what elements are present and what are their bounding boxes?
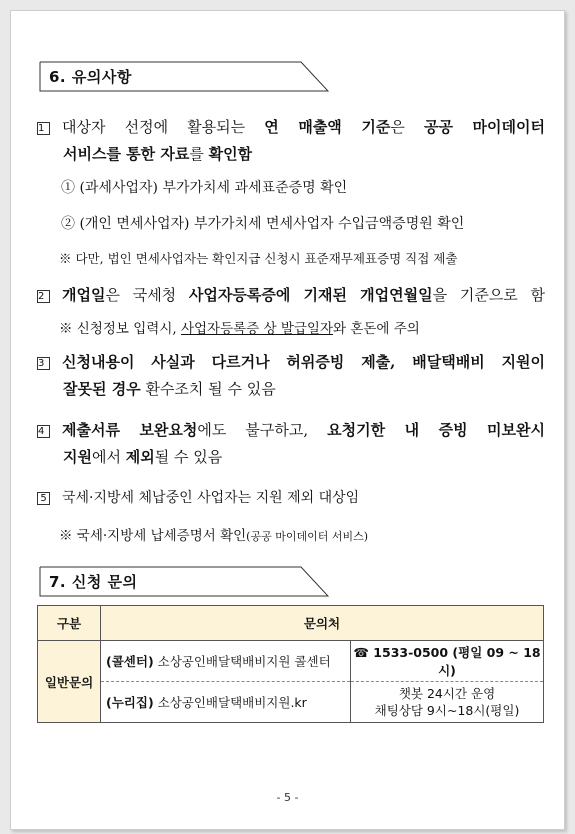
row-label: (누리집) [106, 695, 154, 710]
document-page [10, 10, 565, 830]
section-6-header [39, 61, 325, 91]
text-segment-small: (공공 마이데이터 서비스) [246, 530, 369, 543]
notice-item-5 [37, 485, 545, 512]
section-6-title: 6. 유의사항 [49, 68, 132, 86]
text-segment-bold: 확인함 [208, 145, 253, 163]
notice-item-2-line1 [37, 282, 545, 309]
text-segment: ※ 국세·지방세 납세증명서 확인 [59, 528, 247, 544]
text-segment: 와 혼돈에 주의 [333, 321, 420, 337]
text-segment: 에도 불구하고, [197, 421, 328, 439]
notice-item-3-line1 [37, 349, 545, 376]
notice-item-1 [37, 114, 545, 168]
chat-hours: 채팅상담 9시~18시(평일) [374, 703, 520, 718]
text-segment-bold: 사업자등록증에 기재된 개업연월일 [188, 286, 433, 304]
table-header-row [38, 606, 544, 641]
text-segment-bold: 공공 마이데이터 [423, 118, 545, 136]
notice-item-1-sub-2: ② (개인 면세사업자) 부가가치세 면세사업자 수입금액증명원 확인 [61, 216, 465, 232]
item-marker-box: 2 [37, 290, 50, 303]
phone-icon: ☎ [353, 645, 369, 660]
text-segment-bold: 신청내용이 사실과 다르거나 허위증빙 제출, 배달택배비 지원이 [62, 353, 545, 371]
text-segment-underlined: 사업자등록증 상 발급일자 [180, 321, 333, 337]
notice-item-2 [37, 282, 545, 309]
text-segment-bold: 제출서류 보완요청 [62, 421, 198, 439]
table-row [38, 682, 544, 723]
text-segment: ※ 신청정보 입력시, [59, 321, 181, 337]
notice-item-4 [37, 417, 545, 471]
notice-item-5-line1 [37, 485, 545, 512]
notice-item-4-line2 [37, 444, 545, 471]
notice-item-4-line1 [37, 417, 545, 444]
text-segment-bold: 서비스를 통한 자료 [63, 145, 190, 163]
notice-item-2-note [59, 317, 420, 337]
text-segment: 국세·지방세 체납중인 사업자는 지원 제외 대상임 [62, 490, 360, 506]
text-segment-bold: 잘못된 경우 [63, 380, 141, 398]
section-7-header [39, 566, 325, 596]
table-header-contact: 문의처 [101, 606, 544, 641]
notice-item-1-line1 [37, 114, 545, 141]
text-segment-bold: 제외 [125, 448, 155, 466]
text-segment: 은 국세청 [105, 286, 189, 304]
text-segment: 을 기준으로 함 [432, 286, 546, 304]
notice-item-1-line2 [37, 141, 545, 168]
text-segment-bold: 개업일 [62, 286, 106, 304]
phone-number: 1533-0500 (평일 09 ~ 18시) [368, 645, 541, 678]
page-number: - 5 - [276, 791, 299, 804]
table-row [38, 641, 544, 682]
website-contact-cell [351, 682, 544, 723]
text-segment: 환수조치 될 수 있음 [140, 380, 276, 398]
chatbot-hours: 챗봇 24시간 운영 [398, 686, 496, 701]
table-category-cell: 일반문의 [38, 641, 101, 723]
contact-table [37, 605, 544, 723]
text-segment: 에서 [91, 448, 126, 466]
item-marker-box: 1 [37, 122, 50, 135]
section-7-title: 7. 신청 문의 [49, 573, 138, 591]
row-name: 소상공인배달택배비지원.kr [153, 695, 307, 710]
text-segment: 를 [189, 145, 209, 163]
notice-item-1-note: ※ 다만, 법인 면세사업자는 확인지급 신청시 표준재무제표증명 직접 제출 [59, 251, 458, 266]
text-segment: 대상자 선정에 활용되는 [62, 118, 265, 136]
call-center-cell [101, 641, 351, 682]
item-marker-box: 5 [37, 492, 50, 505]
notice-item-1-sub-1: ① (과세사업자) 부가가치세 과세표준증명 확인 [61, 180, 348, 196]
notice-item-5-note [59, 524, 368, 544]
text-segment-bold: 지원 [63, 448, 92, 466]
row-name: 소상공인배달택배비지원 콜센터 [153, 654, 331, 669]
item-marker-box: 4 [37, 425, 50, 438]
text-segment-bold: 요청기한 내 증빙 미보완시 [327, 421, 545, 439]
text-segment: 될 수 있음 [154, 448, 223, 466]
item-marker-box: 3 [37, 357, 50, 370]
notice-item-3-line2 [37, 376, 545, 403]
notice-item-3 [37, 349, 545, 403]
table-header-category: 구분 [38, 606, 101, 641]
row-label: (콜센터) [106, 654, 154, 669]
website-cell [101, 682, 351, 723]
text-segment: 은 [390, 118, 424, 136]
text-segment-bold: 연 매출액 기준 [264, 118, 391, 136]
call-center-contact-cell [351, 641, 544, 682]
